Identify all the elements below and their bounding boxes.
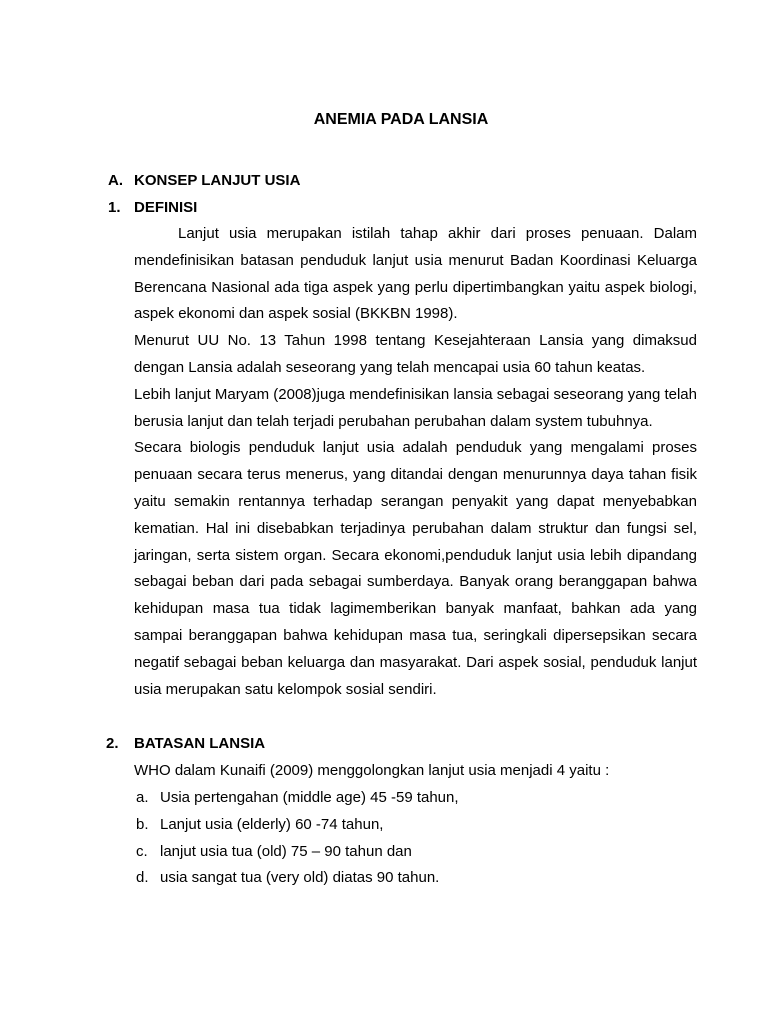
list-item-text: usia sangat tua (very old) diatas 90 tahun.: [160, 869, 440, 887]
list-item: [136, 812, 459, 839]
section-1-label: DEFINISI: [134, 199, 198, 216]
list-item-text: Usia pertengahan (middle age) 45 -59 tahun,: [160, 789, 459, 806]
paragraph: Menurut UU No. 13 Tahun 1998 tentang Kesejahteraan Lansia yang dimaksud dengan Lansia adalah seseorang yang telah mencapai usia 60 tahun keatas.: [134, 332, 697, 376]
section-2-label: BATASAN LANSIA: [134, 735, 266, 752]
list-item-letter: b.: [136, 815, 149, 833]
paragraph: Lebih lanjut Maryam (2008)juga mendefinisikan lansia sebagai seseorang yang telah berusia lanjut dan telah terjadi perubahan perubahan dalam system tubuhnya.: [134, 385, 697, 430]
definisi-body: [134, 221, 697, 703]
section-2-marker: 2.: [106, 735, 119, 752]
list-item: [136, 785, 459, 812]
list-item-letter: a.: [136, 789, 149, 806]
list-item: [136, 865, 459, 892]
list-item-text: lanjut usia tua (old) 75 – 90 tahun dan: [160, 842, 412, 860]
list-item-letter: d.: [136, 869, 149, 887]
section-1-marker: 1.: [108, 199, 121, 216]
section-a-label: KONSEP LANJUT USIA: [134, 172, 301, 189]
paragraph: Secara biologis penduduk lanjut usia adalah penduduk yang mengalami proses penuaan secara terus menerus, yang ditandai dengan menurunnya daya tahan fisik yaitu semakin rentannya terhadap serangan penyakit yang dapat menyebabkan kematian. Hal ini disebabkan terjadinya perubahan dalam struktur dan fungsi sel, jaringan, serta sistem organ. Secara ekonomi,penduduk lanjut usia lebih dipandang sebagai beban dari pada sebagai sumberdaya. Banyak orang beranggapan bahwa kehidupan masa tua tidak lagimemberikan banyak manfaat, bahkan ada yang sampai beranggapan bahwa kehidupan masa tua, seringkali dipersepsikan secara negatif sebagai beban keluarga dan masyarakat. Dari aspek sosial, penduduk lanjut usia merupakan satu kelompok sosial sendiri.: [134, 439, 697, 698]
section-a-heading: [108, 172, 300, 189]
document-title: ANEMIA PADA LANSIA: [313, 111, 489, 128]
list-item: [136, 839, 459, 866]
list-item-letter: c.: [136, 842, 148, 860]
section-2-heading: [106, 735, 265, 752]
list-item-text: Lanjut usia (elderly) 60 -74 tahun,: [160, 815, 384, 833]
batasan-list: [136, 785, 459, 892]
paragraph: Lanjut usia merupakan istilah tahap akhir dari proses penuaan. Dalam mendefinisikan batasan penduduk lanjut usia menurut Badan Koordinasi Keluarga Berencana Nasional ada tiga aspek yang perlu dipertimbangkan yaitu aspek biologi, aspek ekonomi dan aspek sosial (BKKBN 1998).: [134, 225, 697, 323]
section-a-marker: A.: [108, 172, 123, 189]
batasan-intro: WHO dalam Kunaifi (2009) menggolongkan lanjut usia menjadi 4 yaitu :: [134, 762, 610, 779]
section-1-heading: [108, 199, 197, 216]
